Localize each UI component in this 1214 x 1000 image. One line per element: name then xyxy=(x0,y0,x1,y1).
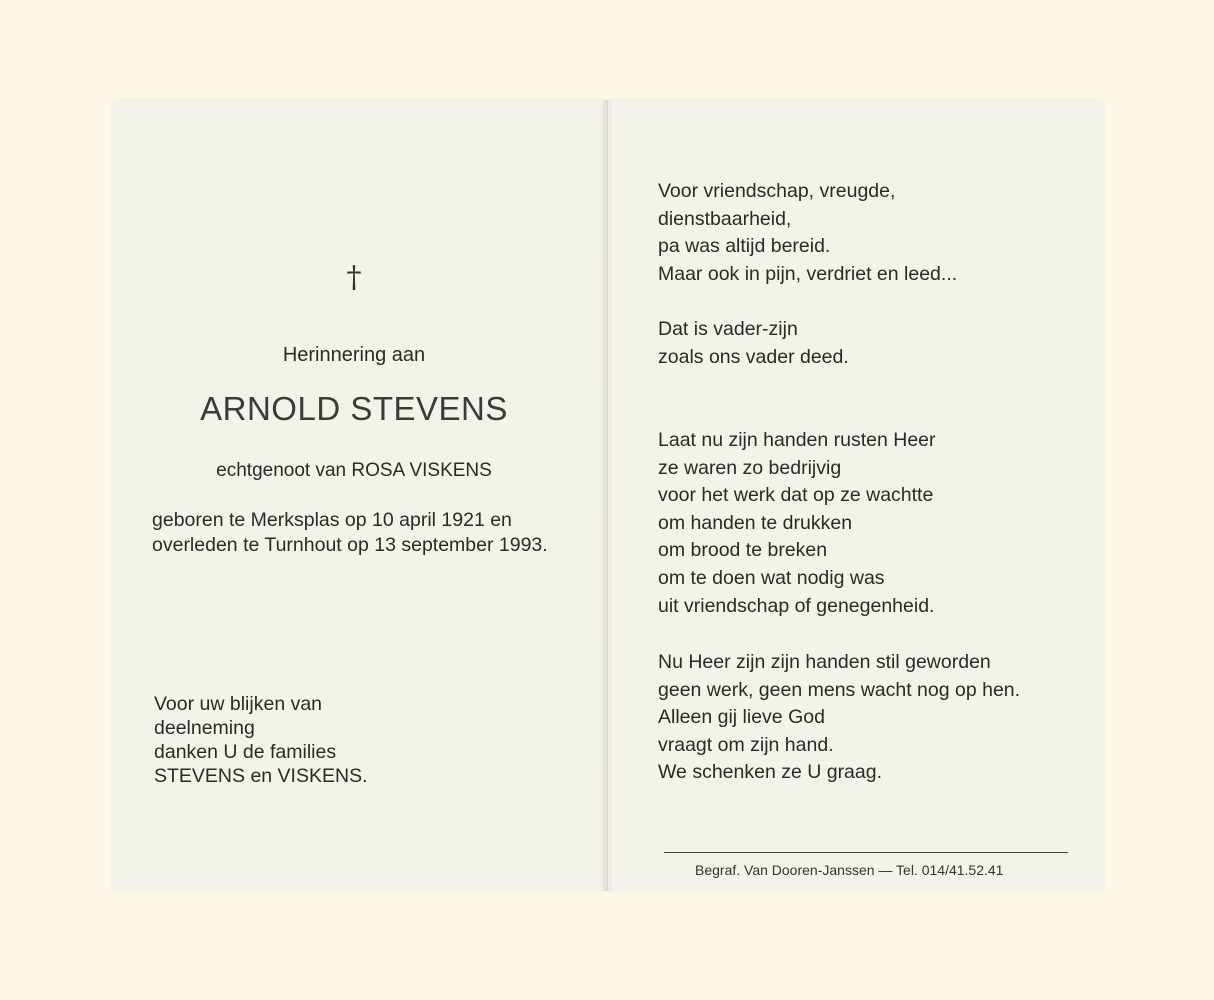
spouse-text: echtgenoot van ROSA VISKENS xyxy=(216,460,492,481)
poem-line: We schenken ze U graag. xyxy=(658,761,883,784)
thanks-line: STEVENS en VISKENS. xyxy=(154,765,368,787)
intro-text: Herinnering aan xyxy=(282,344,426,366)
poem-line: zoals ons vader deed. xyxy=(658,345,849,368)
poem-line: vraagt om zijn hand. xyxy=(658,733,834,756)
poem-line: uit vriendschap of genegenheid. xyxy=(658,594,935,617)
poem-stanza-2 xyxy=(658,316,849,371)
thanks-line: Voor uw blijken van xyxy=(154,693,323,715)
poem-line: Alleen gij lieve God xyxy=(658,706,825,729)
birth-death-dates xyxy=(152,508,548,558)
cross-symbol: † xyxy=(346,260,362,295)
poem-line: Voor vriendschap, vreugde, xyxy=(658,180,896,202)
footer-divider xyxy=(664,852,1068,853)
poem-line: geen werk, geen mens wacht nog op hen. xyxy=(658,678,1021,701)
poem-line: om brood te breken xyxy=(658,539,828,562)
poem-stanza-4 xyxy=(658,649,1020,787)
poem-line: om te doen wat nodig was xyxy=(658,566,885,589)
death-line: overleden te Turnhout op 13 september 1993. xyxy=(152,534,548,556)
thanks-line: deelneming xyxy=(154,717,255,739)
poem-stanza-1 xyxy=(658,178,957,288)
deceased-name: ARNOLD STEVENS xyxy=(200,390,508,427)
poem-line: om handen te drukken xyxy=(658,511,853,534)
thanks-text xyxy=(154,692,368,788)
funeral-home-footer: Begraf. Van Dooren-Janssen — Tel. 014/41.52.41 xyxy=(695,862,1004,878)
fold-line xyxy=(607,100,608,891)
poem-stanza-3 xyxy=(658,427,936,620)
poem-line: voor het werk dat op ze wachtte xyxy=(658,484,934,507)
memorial-card xyxy=(112,100,1104,891)
poem-line: dienstbaarheid, xyxy=(658,207,792,230)
poem-line: Maar ook in pijn, verdriet en leed... xyxy=(658,262,958,285)
birth-line: geboren te Merksplas op 10 april 1921 en xyxy=(152,509,512,531)
poem-line: Laat nu zijn handen rusten Heer xyxy=(658,429,936,451)
poem-line: Dat is vader-zijn xyxy=(658,318,798,340)
poem-line: Nu Heer zijn zijn handen stil geworden xyxy=(658,651,991,673)
poem-line: ze waren zo bedrijvig xyxy=(658,456,842,479)
thanks-line: danken U de families xyxy=(154,741,337,763)
poem-line: pa was altijd bereid. xyxy=(658,235,831,258)
